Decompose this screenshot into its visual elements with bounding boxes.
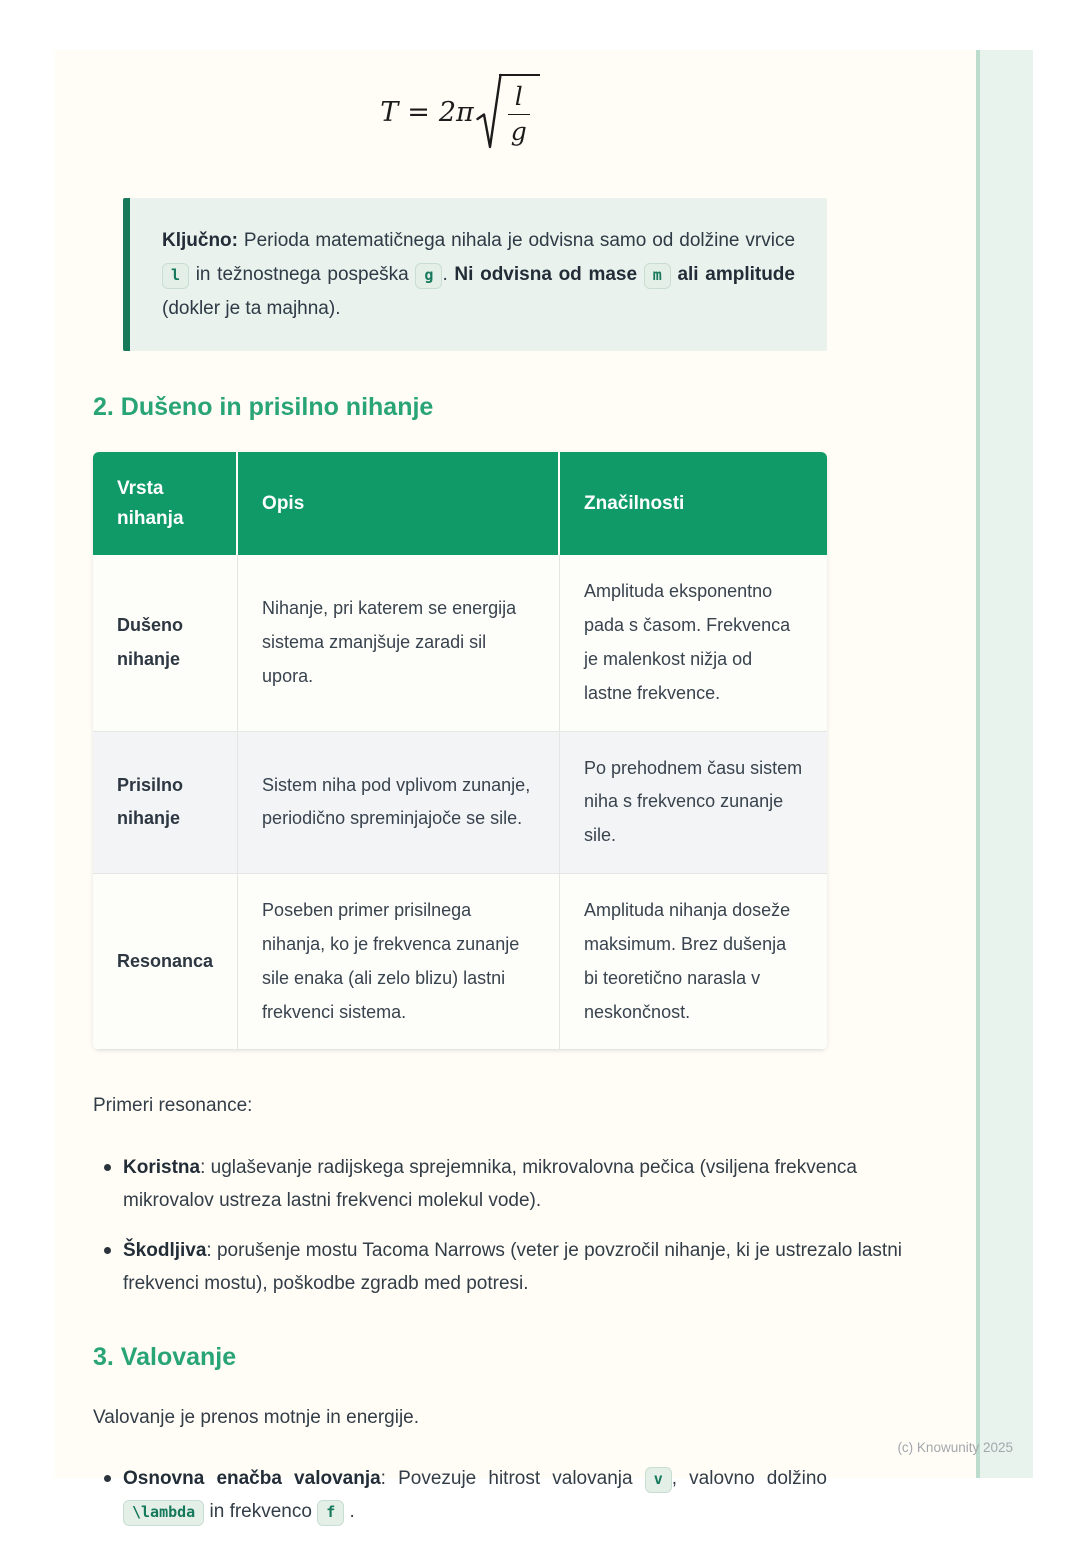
inline-code-v: v (645, 1467, 672, 1493)
inline-code-m: m (644, 263, 671, 289)
callout-bold-1: Ni odvisna od mase (454, 263, 644, 285)
callout-label: Ključno (162, 230, 232, 251)
cell-resonanca-opis: Poseben primer prisilnega nihanja, ko je frekvenca zunanje sile enaka (ali zelo blizu) lastni frekvenci sistema. (238, 874, 560, 1050)
callout-colon: : (231, 230, 244, 251)
callout-text-2: in težnostnega pospeška (189, 263, 416, 285)
copyright-watermark: (c) Knowunity 2025 (897, 1440, 1013, 1455)
inline-code-l: l (162, 263, 189, 289)
row-label-prisilno: Prisilno nihanje (93, 732, 238, 874)
resonance-examples-list (93, 1151, 910, 1301)
bullet-lead: Škodljiva (123, 1240, 207, 1262)
fraction-l-over-g (508, 82, 530, 146)
row-label-duseno: Dušeno nihanje (93, 555, 238, 731)
resonance-examples-intro: Primeri resonance: (93, 1095, 253, 1117)
bullet-text: : uglaševanje radijskega sprejemnika, mikrovalovna pečica (vsiljena frekvenca mikrovalov ustreza lastni frekvenci molekul vode). (123, 1156, 857, 1211)
bullet-text-2: , valovno dolžino (671, 1468, 827, 1490)
table-header-vrsta: Vrsta nihanja (93, 452, 238, 555)
list-item-wave-equation (123, 1462, 827, 1529)
bullet-lead: Koristna (123, 1156, 201, 1178)
table-header-row (93, 452, 827, 555)
fraction-numerator: l (508, 82, 530, 115)
radicand (499, 74, 540, 146)
table-header-opis: Opis (238, 452, 560, 555)
section-2-heading: 2. Dušeno in prisilno nihanje (93, 393, 434, 422)
page-content (93, 50, 902, 1546)
table-row (93, 732, 827, 874)
cell-prisilno-znacilnosti: Po prehodnem času sistem niha s frekvenco zunanje sile. (560, 732, 827, 874)
square-root (476, 72, 540, 152)
bullet-text-4: . (344, 1501, 355, 1523)
callout-text-4: (dokler je ta majhna). (162, 297, 341, 319)
cell-resonanca-znacilnosti: Amplituda nihanja doseže maksimum. Brez dušenja bi teoretično narasla v neskončnost. (560, 874, 827, 1050)
list-item-skodljiva (123, 1234, 910, 1301)
pendulum-formula-block (93, 50, 827, 152)
callout-text-1: Perioda matematičnega nihala je odvisna samo od dolžine vrvice (243, 230, 796, 251)
bullet-lead: Osnovna enačba valovanja (123, 1468, 381, 1490)
wave-equation-list (93, 1462, 827, 1529)
callout-text-3: . (442, 263, 455, 285)
oscillation-types-table (93, 452, 827, 1050)
pendulum-formula (380, 72, 540, 152)
key-callout (123, 198, 827, 351)
cell-duseno-znacilnosti: Amplituda eksponentno pada s časom. Frekvenca je malenkost nižja od lastne frekvence. (560, 555, 827, 731)
formula-equals: = (407, 96, 430, 128)
section-3-heading: 3. Valovanje (93, 1342, 237, 1371)
fraction-denominator: g (510, 117, 527, 146)
document-page (55, 50, 1033, 1523)
bullet-text: : porušenje mostu Tacoma Narrows (veter je povzročil nihanje, ki je ustrezalo lastni frekvenci mostu), poškodbe zgradb med potresi. (123, 1240, 902, 1295)
bullet-text-1: : Povezuje hitrost valovanja (380, 1468, 645, 1490)
formula-coefficient: 2π (438, 96, 474, 128)
inline-code-lambda: \lambda (123, 1500, 204, 1526)
row-label-resonanca: Resonanca (93, 874, 238, 1050)
table-header-znacilnosti: Značilnosti (560, 452, 827, 555)
cell-duseno-opis: Nihanje, pri katerem se energija sistema zmanjšuje zaradi sil upora. (238, 555, 560, 731)
cell-prisilno-opis: Sistem niha pod vplivom zunanje, periodično spreminjajoče se sile. (238, 732, 560, 874)
decorative-side-strip (976, 50, 1033, 1478)
inline-code-g: g (415, 263, 442, 289)
waves-intro: Valovanje je prenos motnje in energije. (93, 1406, 420, 1428)
callout-bold-2: ali amplitude (670, 263, 795, 285)
formula-lhs: T (380, 96, 399, 128)
bullet-text-3: in frekvenco (204, 1501, 318, 1523)
table-row (93, 874, 827, 1050)
table-row (93, 555, 827, 731)
inline-code-f: f (317, 1500, 344, 1526)
list-item-koristna (123, 1151, 910, 1218)
